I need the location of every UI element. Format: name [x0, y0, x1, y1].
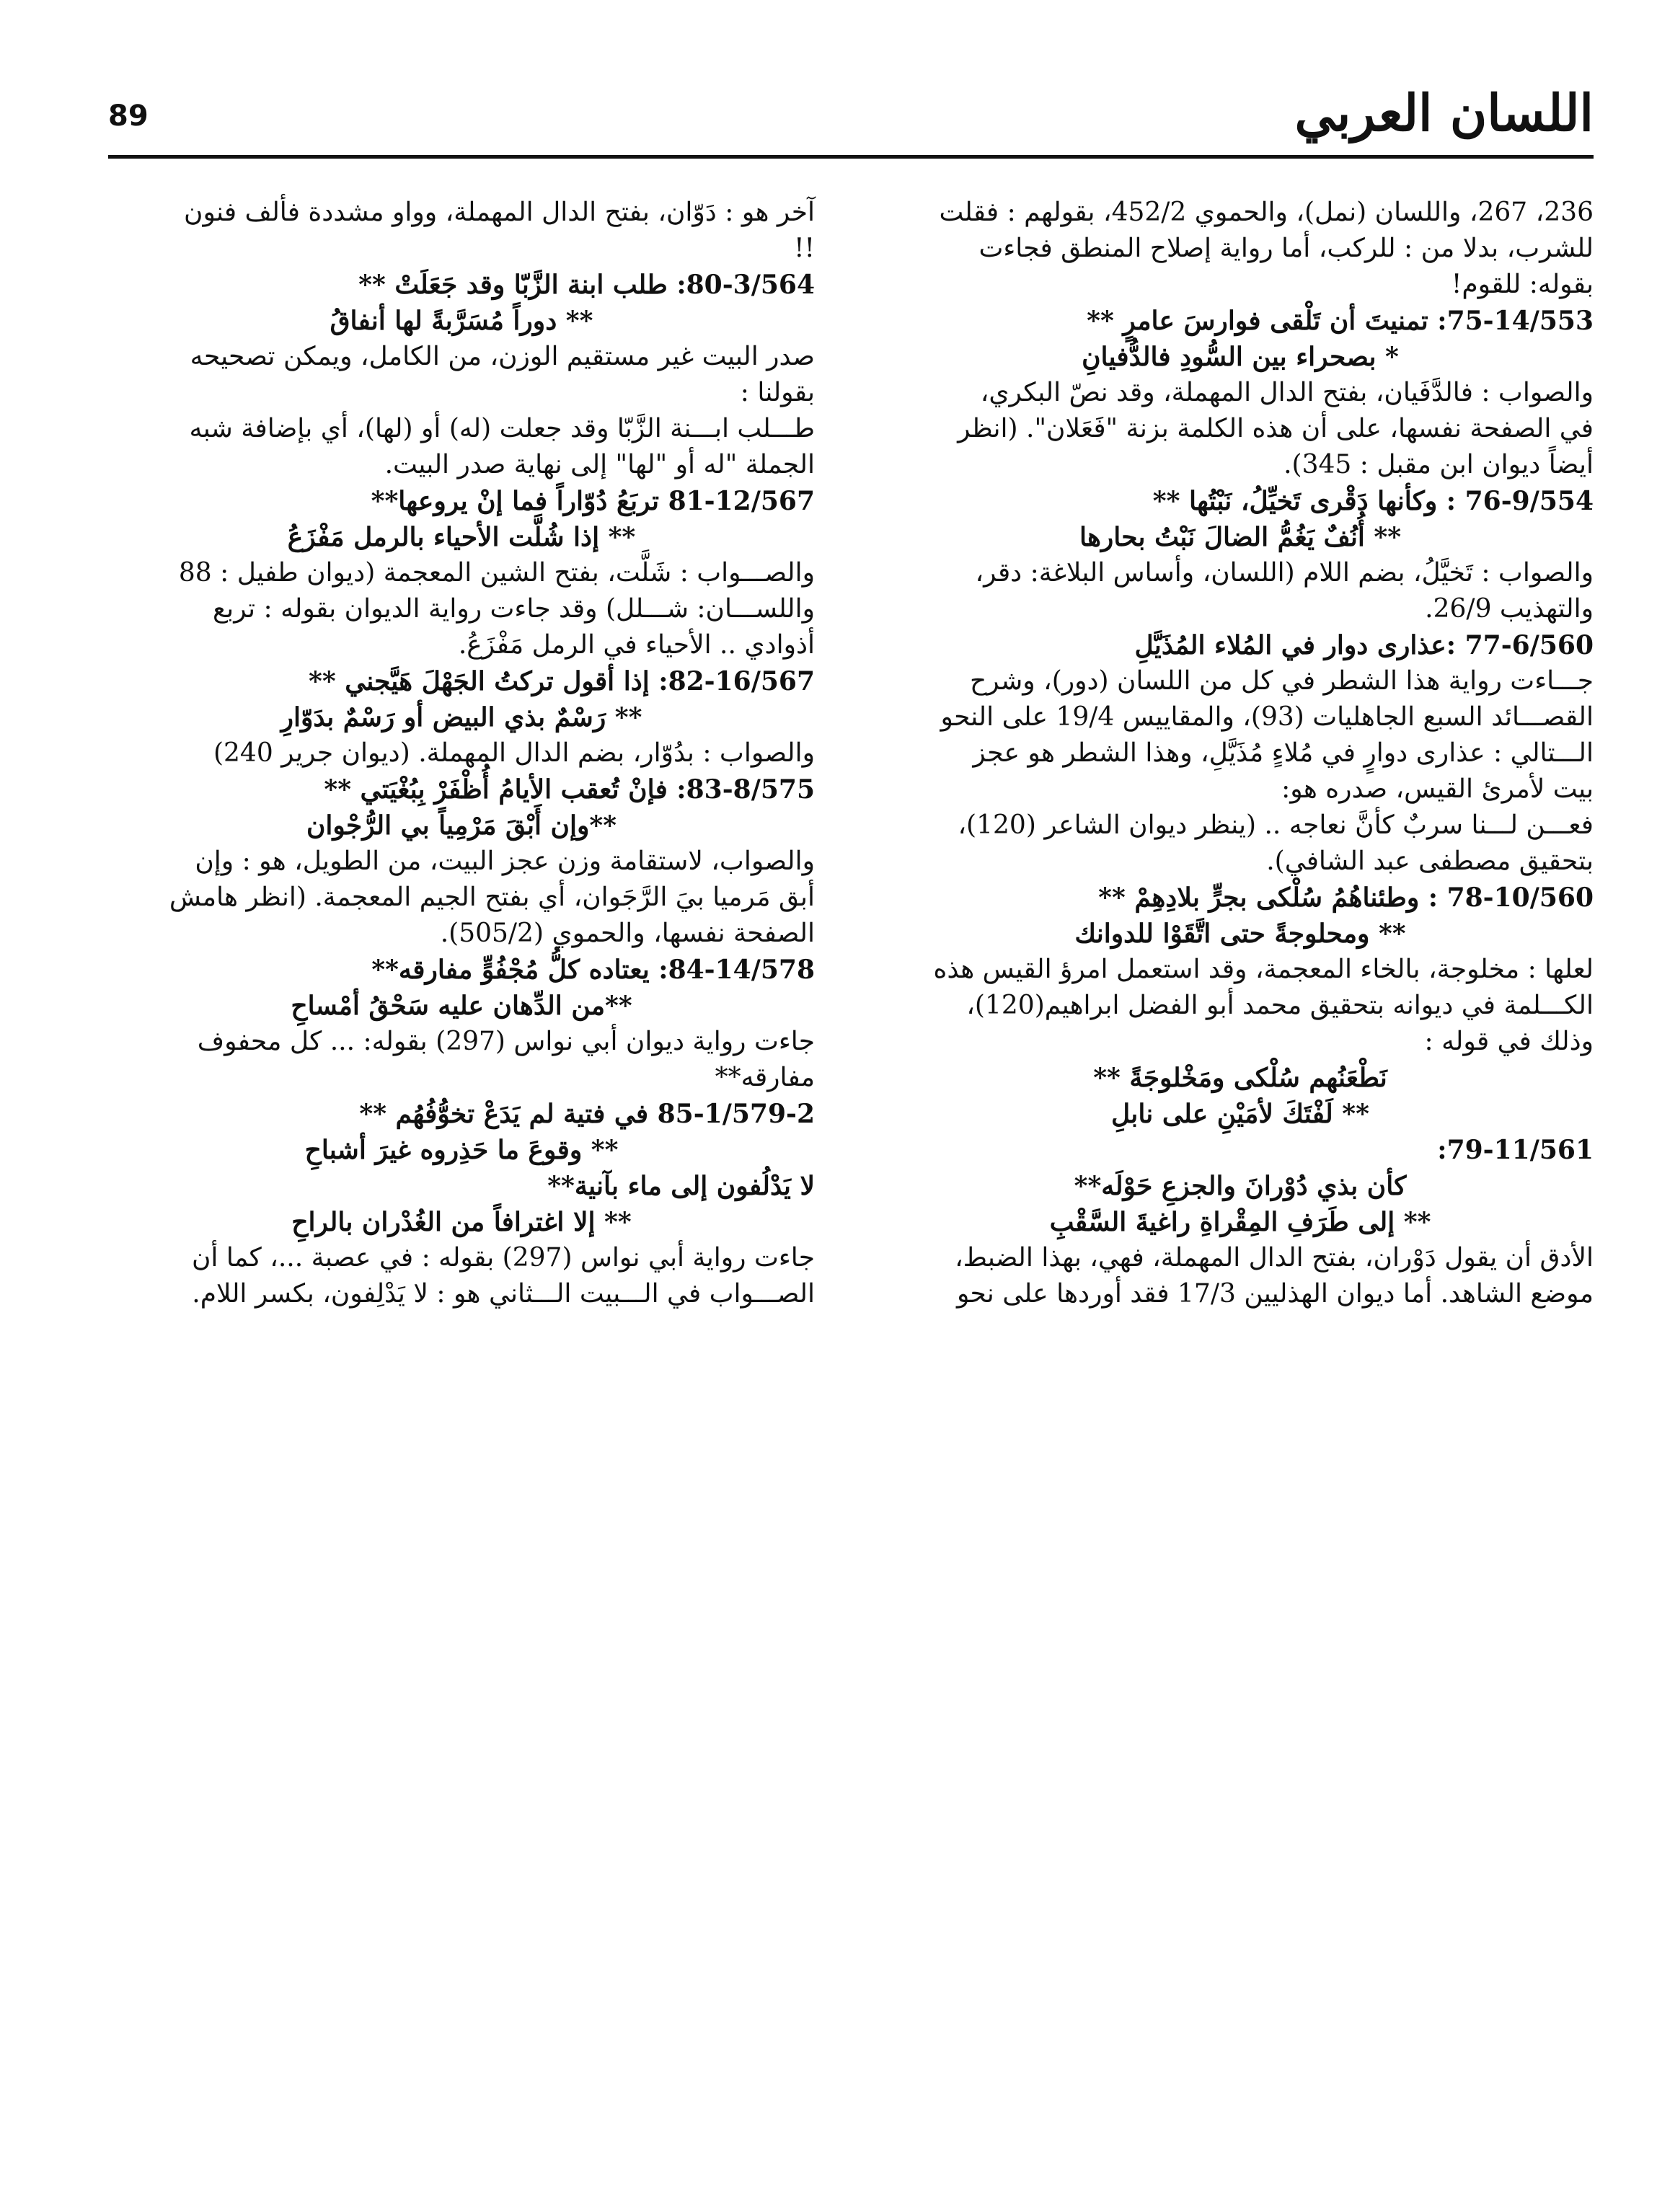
right-column: [887, 195, 1594, 1312]
verse-line: **وإن أَبْقَ مَرْمِياً بي الرُّجْوان: [306, 810, 617, 841]
entry-heading: 80-3/564: طلب ابنة الزَّبّا وقد جَعَلَتْ **: [358, 270, 815, 300]
entry-heading: 76-9/554 : وكأنها دَقْرى تَخيِّلُ، نَبْتُها **: [1152, 486, 1594, 516]
page-header: [108, 83, 1594, 159]
entry-heading: 81-12/567 تربَعُ دُوّاراً فما إنْ يروعها**: [371, 486, 815, 516]
text-line: في الصفحة نفسها، على أن هذه الكلمة بزنة "فَعَلان". (انظر: [958, 414, 1594, 443]
text-line: الصفحة نفسها، والحموي (505/2).: [440, 919, 815, 948]
entry-heading: لا يَدْلُفون إلى ماء بآنية**: [547, 1171, 815, 1201]
verse-line: نَطْعَنُهم سُلْكى ومَخْلوجَةً **: [1093, 1063, 1387, 1093]
text-line: آخر هو : دَوّان، بفتح الدال المهملة، وواو مشددة فألف فنون: [184, 198, 815, 227]
verse-line: **من الدِّهان عليه سَحْقُ أمْساحِ: [291, 991, 632, 1021]
text-line: موضع الشاهد. أما ديوان الهذليين 17/3 فقد أوردها على نحو: [956, 1279, 1594, 1309]
text-line: والتهذيب 26/9.: [1425, 594, 1594, 624]
text-line: جاءت رواية ديوان أبي نواس (297) بقوله: ... كل محفوف: [197, 1027, 815, 1056]
verse-line: ** لَفْتَكَ لأمَيْنِ على نابلِ: [1111, 1099, 1369, 1129]
entry-heading: 85-1/579-2 في فتية لم يَدَعْ تخوُّفُهُم **: [359, 1099, 815, 1129]
text-line: الكـــلمة في ديوانه بتحقيق محمد أبو الفضل ابراهيم(120)،: [966, 991, 1594, 1020]
text-line: والصواب، لاستقامة وزن عجز البيت، من الطويل، هو : وإن: [195, 846, 815, 876]
text-line: الـــتالي : عذارى دوارٍ في مُلاءٍ مُذَيَّلِ، وهذا الشطر هو عجز: [973, 738, 1594, 768]
text-line: !!: [794, 234, 815, 263]
verse-line: ** أُنُفٌ يَغُمُّ الضالَ نَبْتُ بحارها: [1079, 522, 1402, 552]
text-line: واللســـان: شـــلل) وقد جاءت رواية الديوان بقوله : تربع: [213, 594, 815, 624]
verse-line: ** دوراً مُسَرَّبةً لها أنفاقُ: [330, 306, 593, 336]
text-line: طـــلب ابـــنة الزَّبّا وقد جعلت (له) أو (لها)، أي بإضافة شبه: [189, 414, 815, 443]
text-line: والصـــواب : شَلَّت، بفتح الشين المعجمة (ديوان طفيل : 88: [178, 558, 815, 588]
entry-heading: 82-16/567: إذا أقول تركتُ الجَهْلَ هَيَّجني **: [309, 666, 815, 696]
text-line: الجملة "له أو "لها" إلى نهاية صدر البيت.: [384, 450, 815, 479]
text-line: الصـــواب في الـــبيت الـــثاني هو : لا يَدْلِفون، بكسر اللام.: [192, 1279, 815, 1309]
text-line: جاءت رواية أبي نواس (297) بقوله : في عصبة ...، كما أن: [191, 1243, 815, 1273]
entry-heading: 79-11/561:: [1437, 1135, 1594, 1165]
text-line: القصـــائد السبع الجاهليات (93)، والمقاييس 19/4 على النحو: [940, 702, 1594, 732]
journal-title: اللسان العربي: [1294, 83, 1594, 143]
text-line: لعلها : مخلوجة، بالخاء المعجمة، وقد استعمل امرؤ القيس هذه: [933, 955, 1594, 984]
verse-line: ** إلا اغترافاً من الغُدْران بالراحِ: [291, 1207, 632, 1237]
verse-line: ** رَسْمٌ بذي البيض أو رَسْمٌ بدَوّارِ: [280, 702, 642, 733]
entry-heading: 78-10/560 : وطئناهُمُ سُلْكى بجرٍّ بلادِهِمْ **: [1098, 882, 1594, 913]
entry-heading: 84-14/578: يعتاده كلُّ مُجْفُوٍّ مفارقه**: [371, 955, 815, 985]
text-line: أبق مَرميا بيَ الرَّجَوان، أي بفتح الجيم المعجمة. (انظر هامش: [169, 882, 815, 912]
text-line: والصواب : تَخيَّلُ، بضم اللام (اللسان، وأساس البلاغة: دقر،: [975, 558, 1594, 588]
entry-heading: 75-14/553: تمنيتَ أن تَلْقى فوارسَ عامرٍ **: [1087, 306, 1594, 336]
text-line: والصواب : فالدَّفَيان، بفتح الدال المهملة، وقد نصّ البكري،: [980, 378, 1594, 407]
left-column: [108, 195, 815, 1312]
text-line: وذلك في قوله :: [1424, 1027, 1594, 1056]
verse-line: ** وقوعَ ما حَذِروه غيرَ أشباحِ: [304, 1135, 619, 1165]
page-number: 89: [108, 99, 149, 133]
text-line: والصواب : بدُوّار، بضم الدال المهملة. (ديوان جرير 240): [213, 738, 815, 768]
text-line: مفارقه**: [715, 1063, 815, 1092]
text-line: للشرب، بدلا من : للركب، أما رواية إصلاح المنطق فجاءت: [978, 234, 1594, 263]
text-line: 236، 267، واللسان (نمل)، والحموي 452/2، بقولهم : فقلت: [939, 198, 1594, 227]
entry-heading: 83-8/575: فإنْ تُعقب الأيامُ أُظْفَرْ بِبُغْيَتي **: [324, 774, 815, 805]
text-line: بيت لأمرئ القيس، صدره هو:: [1281, 774, 1594, 804]
verse-line: ** ومحلوجةً حتى اتَّقَوْا للدوانك: [1074, 919, 1406, 949]
text-line: فعـــن لـــنا سربٌ كأنَّ نعاجه .. (ينظر ديوان الشاعر (120)،: [958, 810, 1594, 840]
verse-line: كأن بذي دُوْرانَ والجزعِ حَوْلَه**: [1074, 1171, 1407, 1201]
text-line: بقولنا :: [740, 378, 815, 407]
entry-heading: 77-6/560 :عذارى دوار في المُلاء المُذَيَّلِ: [1134, 630, 1594, 660]
verse-line: * بصحراء بين السُّودِ فالدُّفيانِ: [1082, 342, 1399, 372]
text-line: الأدق أن يقول دَوْران، بفتح الدال المهملة، فهي، بهذا الضبط،: [955, 1243, 1594, 1273]
text-line: بقوله: للقوم!: [1451, 270, 1594, 299]
verse-line: ** إلى طَرَفِ المِقْراةِ راغيةَ السَّقْبِ: [1049, 1207, 1431, 1237]
text-line: أذوادي .. الأحياء في الرمل مَفْزَعُ.: [458, 630, 815, 660]
text-line: جـــاءت رواية هذا الشطر في كل من اللسان (دور)، وشرح: [969, 666, 1594, 696]
verse-line: ** إذا شُلَّت الأحياء بالرمل مَفْزَعُ: [287, 522, 636, 552]
text-line: أيضاً ديوان ابن مقبل : 345).: [1283, 450, 1594, 479]
text-line: صدر البيت غير مستقيم الوزن، من الكامل، ويمكن تصحيحه: [190, 342, 815, 371]
text-line: بتحقيق مصطفى عبد الشافي).: [1266, 846, 1594, 876]
